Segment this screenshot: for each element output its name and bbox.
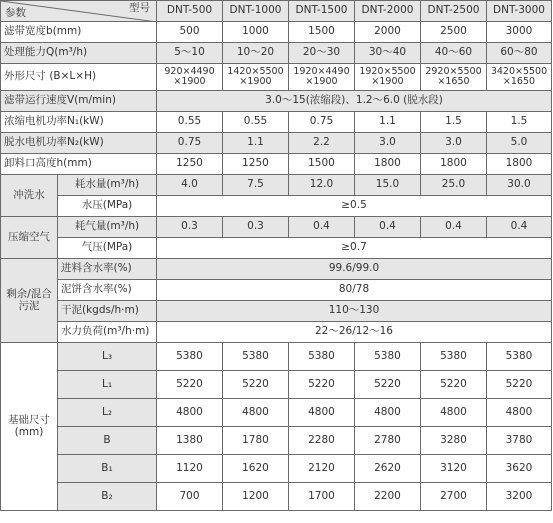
- row-label: 外形尺寸 (B×L×H): [1, 64, 157, 91]
- value-cell: 30.0: [487, 175, 552, 196]
- value-cell: 10～20: [223, 43, 289, 64]
- value-cell: 1920×5500 ×1900: [355, 64, 421, 91]
- value-cell: 4800: [223, 399, 289, 427]
- value-cell: 2700: [421, 483, 487, 511]
- value-cell: 25.0: [421, 175, 487, 196]
- table-row: [1, 22, 552, 43]
- table-row: [1, 64, 552, 91]
- sub-label: 泥饼含水率(%): [58, 280, 157, 301]
- value-cell: 4800: [289, 399, 355, 427]
- merged-value-cell: 3.0～15(浓缩段)、1.2～6.0 (脱水段): [157, 91, 552, 112]
- value-cell: 3420×5500 ×1650: [487, 64, 552, 91]
- value-cell: 0.4: [421, 217, 487, 238]
- value-cell: 60～80: [487, 43, 552, 64]
- value-cell: 3000: [487, 22, 552, 43]
- value-cell: 5220: [157, 371, 223, 399]
- header-row: [1, 1, 552, 22]
- value-cell: 5220: [487, 371, 552, 399]
- value-cell: 2780: [355, 427, 421, 455]
- table-row: [1, 259, 552, 280]
- table-row: [1, 91, 552, 112]
- sub-label: L₁: [58, 371, 157, 399]
- row-label: 滤带运行速度V(m/min): [1, 91, 157, 112]
- value-cell: 1620: [223, 455, 289, 483]
- value-cell: 5380: [421, 343, 487, 371]
- value-cell: 1250: [157, 154, 223, 175]
- value-cell: 1780: [223, 427, 289, 455]
- row-label: 处理能力Q(m³/h): [1, 43, 157, 64]
- value-cell: 5220: [289, 371, 355, 399]
- model-header: DNT-2000: [355, 1, 421, 22]
- value-cell: 1000: [223, 22, 289, 43]
- table-row: [1, 133, 552, 154]
- value-cell: 1800: [355, 154, 421, 175]
- sub-label: 气压(MPa): [58, 238, 157, 259]
- value-cell: 5220: [223, 371, 289, 399]
- value-cell: 0.55: [223, 112, 289, 133]
- sub-label: 耗气量(m³/h): [58, 217, 157, 238]
- value-cell: 5.0: [487, 133, 552, 154]
- value-cell: 0.4: [355, 217, 421, 238]
- table-row: [1, 43, 552, 64]
- merged-value-cell: 99.6/99.0: [157, 259, 552, 280]
- value-cell: 1200: [223, 483, 289, 511]
- value-cell: 0.4: [487, 217, 552, 238]
- sub-label: 水压(MPa): [58, 196, 157, 217]
- value-cell: 1250: [223, 154, 289, 175]
- table-row: [1, 399, 552, 427]
- value-cell: 920×4490 ×1900: [157, 64, 223, 91]
- value-cell: 0.4: [289, 217, 355, 238]
- table-row: [1, 196, 552, 217]
- sub-label: B₁: [58, 455, 157, 483]
- table-row: [1, 154, 552, 175]
- merged-value-cell: 22～26/12～16: [157, 322, 552, 343]
- value-cell: 15.0: [355, 175, 421, 196]
- value-cell: 7.5: [223, 175, 289, 196]
- sub-label: 进料含水率(%): [58, 259, 157, 280]
- row-label: 卸料口高度h(mm): [1, 154, 157, 175]
- sub-label: 干泥(kgds/h·m): [58, 301, 157, 322]
- value-cell: 3200: [487, 483, 552, 511]
- value-cell: 2620: [355, 455, 421, 483]
- value-cell: 2.2: [289, 133, 355, 154]
- value-cell: 2500: [421, 22, 487, 43]
- sub-label: B₂: [58, 483, 157, 511]
- value-cell: 1920×4490 ×1900: [289, 64, 355, 91]
- value-cell: 1700: [289, 483, 355, 511]
- row-label: 浓缩电机功率N₁(kW): [1, 112, 157, 133]
- value-cell: 3780: [487, 427, 552, 455]
- value-cell: 5380: [487, 343, 552, 371]
- table-row: [1, 427, 552, 455]
- model-header: DNT-1500: [289, 1, 355, 22]
- value-cell: 4800: [157, 399, 223, 427]
- sub-label: L₂: [58, 399, 157, 427]
- value-cell: 0.3: [223, 217, 289, 238]
- group-label-flush: 冲洗水: [1, 175, 58, 217]
- sub-label: 水力负荷(m³/h·m): [58, 322, 157, 343]
- value-cell: 0.75: [289, 112, 355, 133]
- header-param-label: 参数: [5, 6, 26, 19]
- value-cell: 1.5: [421, 112, 487, 133]
- value-cell: 1.1: [223, 133, 289, 154]
- value-cell: 5380: [355, 343, 421, 371]
- value-cell: 2120: [289, 455, 355, 483]
- value-cell: 1800: [421, 154, 487, 175]
- value-cell: 2200: [355, 483, 421, 511]
- value-cell: 5380: [157, 343, 223, 371]
- sub-label: B: [58, 427, 157, 455]
- value-cell: 1500: [289, 22, 355, 43]
- sub-label: 耗水量(m³/h): [58, 175, 157, 196]
- value-cell: 2280: [289, 427, 355, 455]
- row-label: 滤带宽度b(mm): [1, 22, 157, 43]
- value-cell: 5220: [355, 371, 421, 399]
- value-cell: 4.0: [157, 175, 223, 196]
- value-cell: 3.0: [355, 133, 421, 154]
- value-cell: 4800: [421, 399, 487, 427]
- value-cell: 2000: [355, 22, 421, 43]
- table-row: [1, 483, 552, 511]
- value-cell: 1800: [487, 154, 552, 175]
- value-cell: 0.55: [157, 112, 223, 133]
- header-corner-cell: [1, 1, 157, 22]
- value-cell: 1120: [157, 455, 223, 483]
- table-row: [1, 301, 552, 322]
- model-header: DNT-1000: [223, 1, 289, 22]
- value-cell: 1.5: [487, 112, 552, 133]
- model-header: DNT-2500: [421, 1, 487, 22]
- value-cell: 40～60: [421, 43, 487, 64]
- table-row: [1, 343, 552, 371]
- value-cell: 700: [157, 483, 223, 511]
- model-header: DNT-3000: [487, 1, 552, 22]
- value-cell: 20～30: [289, 43, 355, 64]
- value-cell: 1420×5500 ×1900: [223, 64, 289, 91]
- group-label-air: 压缩空气: [1, 217, 58, 259]
- header-model-label: 型号: [129, 2, 150, 14]
- group-label-base: 基础尺寸 (mm): [1, 343, 58, 511]
- value-cell: 500: [157, 22, 223, 43]
- table-row: [1, 175, 552, 196]
- value-cell: 3620: [487, 455, 552, 483]
- value-cell: 1380: [157, 427, 223, 455]
- sub-label: L₃: [58, 343, 157, 371]
- merged-value-cell: ≥0.5: [157, 196, 552, 217]
- model-header: DNT-500: [157, 1, 223, 22]
- merged-value-cell: 80/78: [157, 280, 552, 301]
- value-cell: 3.0: [421, 133, 487, 154]
- table-row: [1, 455, 552, 483]
- table-row: [1, 280, 552, 301]
- table-row: [1, 371, 552, 399]
- value-cell: 3280: [421, 427, 487, 455]
- value-cell: 0.3: [157, 217, 223, 238]
- table-row: [1, 322, 552, 343]
- value-cell: 0.75: [157, 133, 223, 154]
- value-cell: 4800: [355, 399, 421, 427]
- value-cell: 1500: [289, 154, 355, 175]
- value-cell: 1.1: [355, 112, 421, 133]
- table-row: [1, 217, 552, 238]
- table-row: [1, 112, 552, 133]
- value-cell: 3120: [421, 455, 487, 483]
- group-label-sludge: 剩余/混合 污泥: [1, 259, 58, 343]
- row-label: 脱水电机功率N₂(kW): [1, 133, 157, 154]
- merged-value-cell: ≥0.7: [157, 238, 552, 259]
- value-cell: 5380: [223, 343, 289, 371]
- value-cell: 30～40: [355, 43, 421, 64]
- value-cell: 4800: [487, 399, 552, 427]
- value-cell: 5380: [289, 343, 355, 371]
- merged-value-cell: 110～130: [157, 301, 552, 322]
- table-row: [1, 238, 552, 259]
- value-cell: 12.0: [289, 175, 355, 196]
- value-cell: 5～10: [157, 43, 223, 64]
- value-cell: 2920×5500 ×1650: [421, 64, 487, 91]
- value-cell: 5220: [421, 371, 487, 399]
